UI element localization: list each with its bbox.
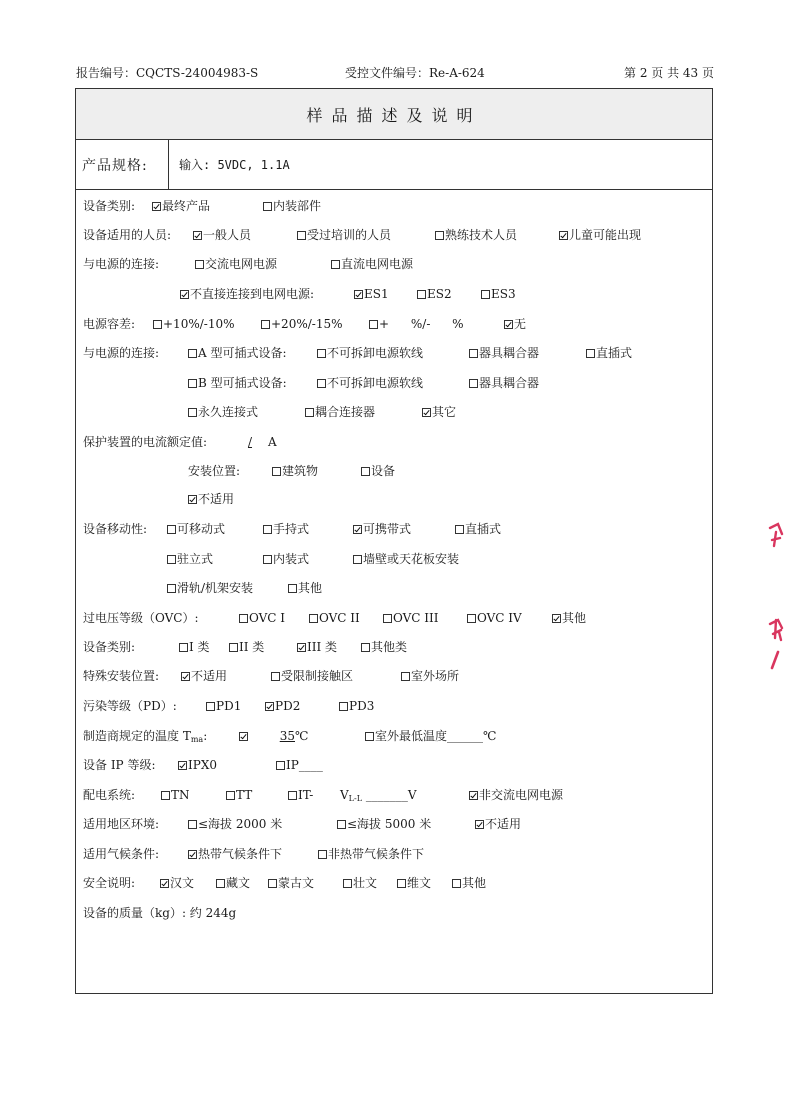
- option-label: 滑轨/机架安装: [177, 581, 254, 595]
- checkbox-checked[interactable]: [297, 643, 306, 652]
- checkbox-unchecked[interactable]: [452, 879, 461, 888]
- option-label: 最终产品: [162, 199, 211, 213]
- option-label: 不适用: [198, 492, 235, 506]
- option-label: 可移动式: [177, 522, 226, 536]
- blank-field: ______: [447, 729, 484, 743]
- option-tol-none[interactable]: [504, 315, 526, 333]
- vll-field: [340, 786, 417, 808]
- checkbox-unchecked[interactable]: [188, 408, 197, 417]
- option-label: PD1: [216, 699, 242, 713]
- row-label: 设备移动性:: [83, 522, 148, 536]
- checkbox-unchecked[interactable]: [353, 555, 362, 564]
- option-label: 直流电网电源: [341, 257, 414, 271]
- option-label: OVC I: [249, 611, 286, 625]
- checkbox-unchecked[interactable]: [268, 879, 277, 888]
- checkbox-checked[interactable]: [188, 850, 197, 859]
- option-label: 不适用: [191, 669, 228, 683]
- option-label: TN: [171, 788, 190, 802]
- rating-unit: A: [268, 435, 277, 449]
- option-ovc-other[interactable]: [552, 609, 586, 627]
- option-label: ES1: [364, 287, 389, 301]
- option-a-non-detachable-cord[interactable]: [317, 344, 423, 362]
- option-non-tropical[interactable]: [318, 845, 424, 863]
- option-a-direct-plug[interactable]: [586, 344, 632, 362]
- option-label: 受过培训的人员: [307, 228, 392, 242]
- checkbox-unchecked[interactable]: [263, 202, 272, 211]
- checkbox-checked[interactable]: [354, 290, 363, 299]
- row-label: 适用气候条件:: [83, 847, 160, 861]
- row-label: 设备类别:: [83, 199, 136, 213]
- checkbox-unchecked[interactable]: [365, 732, 374, 741]
- checkbox-unchecked[interactable]: [586, 349, 595, 358]
- option-label: 可携带式: [363, 522, 412, 536]
- option-label: 耦合连接器: [315, 405, 376, 419]
- checkbox-unchecked[interactable]: [179, 643, 188, 652]
- option-wall-ceiling[interactable]: [353, 550, 459, 568]
- checkbox-unchecked[interactable]: [309, 614, 318, 623]
- option-b-appliance-coupler[interactable]: [469, 374, 539, 392]
- checkbox-unchecked[interactable]: [435, 231, 444, 240]
- option-label: 不直接连接到电网电源:: [190, 287, 315, 301]
- row-label: 配电系统:: [83, 788, 136, 802]
- option-label: 汉文: [170, 876, 195, 890]
- checkbox-unchecked[interactable]: [383, 614, 392, 623]
- temperature-value: 35: [279, 729, 295, 743]
- option-hand-held[interactable]: [263, 520, 309, 538]
- option-label: 手持式: [273, 522, 310, 536]
- option-label: 内装部件: [273, 199, 322, 213]
- row-label: 设备类别:: [83, 640, 136, 654]
- tma-subscript: ma: [190, 735, 204, 744]
- table-title: 样品描述及说明: [76, 89, 712, 140]
- option-type-b[interactable]: [188, 374, 287, 392]
- option-mongolian[interactable]: [268, 874, 314, 892]
- checkbox-checked[interactable]: [188, 495, 197, 504]
- option-label: TT: [236, 788, 253, 802]
- option-location-na[interactable]: [188, 490, 234, 508]
- checkbox-unchecked[interactable]: [167, 525, 176, 534]
- checkbox-unchecked[interactable]: [195, 260, 204, 269]
- option-altitude-na[interactable]: [475, 815, 521, 833]
- checkbox-checked[interactable]: [422, 408, 431, 417]
- option-class-other[interactable]: [361, 638, 407, 656]
- option-altitude-5000[interactable]: [337, 815, 431, 833]
- option-class-3[interactable]: [297, 638, 337, 656]
- option-label: +20%/-15%: [271, 317, 343, 331]
- seal-stamp-edge: [764, 520, 790, 670]
- checkbox-unchecked[interactable]: [153, 320, 162, 329]
- checkbox-unchecked[interactable]: [469, 379, 478, 388]
- option-label: ≤海拔 5000 米: [347, 817, 432, 831]
- option-building[interactable]: [272, 462, 318, 480]
- checkbox-unchecked[interactable]: [288, 791, 297, 800]
- option-label: 永久连接式: [198, 405, 259, 419]
- option-pd2[interactable]: [265, 697, 300, 715]
- checkbox-unchecked[interactable]: [317, 379, 326, 388]
- controlled-doc-number: 受控文件编号：Re-A-624: [345, 66, 485, 80]
- checkbox-checked[interactable]: [180, 290, 189, 299]
- option-label: 器具耦合器: [479, 376, 540, 390]
- option-label: 其他: [562, 611, 587, 625]
- checkbox-unchecked[interactable]: [343, 879, 352, 888]
- option-label: 直插式: [596, 346, 633, 360]
- option-label: II 类: [239, 640, 265, 654]
- option-label: 蒙古文: [278, 876, 315, 890]
- checkbox-unchecked[interactable]: [318, 850, 327, 859]
- checkbox-checked[interactable]: [193, 231, 202, 240]
- option-chinese[interactable]: [160, 874, 194, 892]
- option-tol-custom[interactable]: [369, 315, 464, 333]
- checkbox-unchecked[interactable]: [401, 672, 410, 681]
- option-coupler-connector[interactable]: [305, 403, 375, 421]
- checkbox-unchecked[interactable]: [397, 879, 406, 888]
- option-transportable[interactable]: [353, 520, 411, 538]
- checkbox-unchecked[interactable]: [272, 467, 281, 476]
- option-label: A 型可插式设备:: [198, 346, 287, 360]
- checkbox-checked[interactable]: [178, 761, 187, 770]
- checkbox-checked[interactable]: [469, 791, 478, 800]
- row-label: 适用地区环境:: [83, 817, 160, 831]
- row-label: 安装位置:: [188, 464, 241, 478]
- option-uyghur[interactable]: [397, 874, 431, 892]
- checkbox-unchecked[interactable]: [361, 467, 370, 476]
- row-label: 污染等级（PD）:: [83, 699, 177, 713]
- option-label: 交流电网电源: [205, 257, 278, 271]
- option-outdoor-min-temp[interactable]: [365, 727, 496, 745]
- option-label: PD2: [275, 699, 301, 713]
- option-non-ac-mains[interactable]: [469, 786, 563, 804]
- option-instructed-person[interactable]: [297, 226, 391, 244]
- row-label: 设备的质量（kg）: 约 244g: [83, 906, 237, 920]
- option-label: 非交流电网电源: [479, 788, 564, 802]
- checkbox-unchecked[interactable]: [481, 290, 490, 299]
- temperature-unit: ℃: [295, 729, 309, 743]
- row-label: 电源容差:: [83, 317, 136, 331]
- option-children[interactable]: [559, 226, 641, 244]
- option-label: 藏文: [226, 876, 251, 890]
- option-label: 维文: [407, 876, 432, 890]
- checkbox-unchecked[interactable]: [361, 643, 370, 652]
- option-ovc-4[interactable]: [467, 609, 522, 627]
- option-ip-other[interactable]: [276, 756, 323, 774]
- row-label: 设备适用的人员:: [83, 228, 172, 242]
- option-ac-mains[interactable]: [195, 255, 277, 273]
- option-label: 热带气候条件下: [198, 847, 283, 861]
- option-label: I 类: [189, 640, 210, 654]
- vll-unit: V: [407, 788, 417, 802]
- option-es1[interactable]: [354, 285, 389, 303]
- option-es2[interactable]: [417, 285, 452, 303]
- option-ipx0[interactable]: [178, 756, 217, 774]
- checkbox-checked[interactable]: [353, 525, 362, 534]
- checkbox-unchecked[interactable]: [188, 349, 197, 358]
- checkbox-checked[interactable]: [504, 320, 513, 329]
- checkbox-unchecked[interactable]: [161, 791, 170, 800]
- row-label: 设备 IP 等级:: [83, 758, 156, 772]
- option-label: B 型可插式设备:: [198, 376, 287, 390]
- option-final-product[interactable]: [152, 197, 210, 215]
- option-label: 儿童可能出现: [569, 228, 642, 242]
- option-tol-20[interactable]: [261, 315, 343, 333]
- checkbox-checked[interactable]: [559, 231, 568, 240]
- report-number: 报告编号：CQCTS-24004983-S: [76, 66, 259, 80]
- option-direct-plug-in[interactable]: [455, 520, 501, 538]
- option-label: OVC II: [319, 611, 360, 625]
- option-other-language[interactable]: [452, 874, 486, 892]
- checkbox-checked[interactable]: [239, 732, 248, 741]
- row-label: 与电源的连接:: [83, 346, 160, 360]
- option-label: 室外场所: [411, 669, 460, 683]
- checkbox-unchecked[interactable]: [229, 643, 238, 652]
- option-label: 直插式: [465, 522, 502, 536]
- checkbox-unchecked[interactable]: [339, 702, 348, 711]
- checkbox-unchecked[interactable]: [239, 614, 248, 623]
- checkbox-unchecked[interactable]: [216, 879, 225, 888]
- temperature-checkbox[interactable]: [239, 727, 249, 745]
- checkbox-unchecked[interactable]: [188, 820, 197, 829]
- spec-label: 产品规格:: [76, 140, 169, 189]
- checkbox-unchecked[interactable]: [297, 231, 306, 240]
- checkbox-checked[interactable]: [181, 672, 190, 681]
- option-altitude-2000[interactable]: [188, 815, 282, 833]
- checkbox-checked[interactable]: [475, 820, 484, 829]
- checkbox-unchecked[interactable]: [263, 555, 272, 564]
- option-label: 室外最低温度: [375, 729, 448, 743]
- option-b-non-detachable-cord[interactable]: [317, 374, 423, 392]
- option-dc-mains[interactable]: [331, 255, 413, 273]
- option-label: 墙壁或天花板安装: [363, 552, 460, 566]
- spec-value: 输入: 5VDC, 1.1A: [179, 158, 290, 172]
- option-tt[interactable]: [226, 786, 252, 804]
- option-tn[interactable]: [161, 786, 190, 804]
- option-ovc-2[interactable]: [309, 609, 360, 627]
- option-class-1[interactable]: [179, 638, 210, 656]
- option-label: III 类: [307, 640, 338, 654]
- option-es3[interactable]: [481, 285, 516, 303]
- option-label: IT-: [298, 788, 314, 802]
- option-label: 不可拆卸电源软线: [327, 376, 424, 390]
- option-label: 壮文: [353, 876, 378, 890]
- option-label: 驻立式: [177, 552, 214, 566]
- checkbox-unchecked[interactable]: [369, 320, 378, 329]
- checkbox-unchecked[interactable]: [417, 290, 426, 299]
- checkbox-unchecked[interactable]: [305, 408, 314, 417]
- checkbox-unchecked[interactable]: [261, 320, 270, 329]
- option-restricted-access[interactable]: [271, 667, 353, 685]
- temperature-unit-2: ℃: [483, 729, 497, 743]
- option-built-in-mobility[interactable]: [263, 550, 309, 568]
- option-tol-10[interactable]: [153, 315, 235, 333]
- option-label: PD3: [349, 699, 375, 713]
- row-label: 安全说明:: [83, 876, 136, 890]
- option-type-a[interactable]: [188, 344, 287, 362]
- option-label: 不可拆卸电源软线: [327, 346, 424, 360]
- option-label: 其他: [298, 581, 323, 595]
- option-label: 建筑物: [282, 464, 319, 478]
- row-label: 与电源的连接:: [83, 257, 160, 271]
- vll-subscript: L-L: [348, 794, 362, 803]
- sample-description-table: [75, 88, 713, 994]
- option-label: 器具耦合器: [479, 346, 540, 360]
- option-not-mains[interactable]: [180, 285, 314, 303]
- option-permanent[interactable]: [188, 403, 258, 421]
- option-outdoor[interactable]: [401, 667, 459, 685]
- option-label: 其他: [462, 876, 487, 890]
- option-label: 一般人员: [203, 228, 252, 242]
- option-label: + %/- %: [379, 317, 464, 331]
- checkbox-unchecked[interactable]: [317, 349, 326, 358]
- checkbox-unchecked[interactable]: [469, 349, 478, 358]
- option-pd1[interactable]: [206, 697, 241, 715]
- option-label: 熟练技术人员: [445, 228, 518, 242]
- checkbox-checked[interactable]: [160, 879, 169, 888]
- checkbox-unchecked[interactable]: [226, 791, 235, 800]
- spec-row: [76, 140, 712, 190]
- checkbox-checked[interactable]: [265, 702, 274, 711]
- option-rack-mounted[interactable]: [167, 579, 253, 597]
- option-tropical[interactable]: [188, 845, 282, 863]
- option-ovc-3[interactable]: [383, 609, 439, 627]
- checkbox-unchecked[interactable]: [271, 672, 280, 681]
- option-ovc-1[interactable]: [239, 609, 285, 627]
- option-label: 内装式: [273, 552, 310, 566]
- option-skilled-person[interactable]: [435, 226, 517, 244]
- page-indicator: 第 2 页 共 43 页: [624, 66, 714, 80]
- row-label: 保护装置的电流额定值:: [83, 435, 208, 449]
- checkbox-unchecked[interactable]: [276, 761, 285, 770]
- option-label: 无: [514, 317, 527, 331]
- option-equipment[interactable]: [361, 462, 395, 480]
- option-label: 设备: [371, 464, 396, 478]
- option-label: 不适用: [485, 817, 522, 831]
- option-it[interactable]: [288, 786, 313, 804]
- option-label: +10%/-10%: [163, 317, 235, 331]
- option-built-in[interactable]: [263, 197, 321, 215]
- checkbox-unchecked[interactable]: [288, 584, 297, 593]
- checkbox-unchecked[interactable]: [188, 379, 197, 388]
- option-label: OVC III: [393, 611, 439, 625]
- option-a-appliance-coupler[interactable]: [469, 344, 539, 362]
- option-pd3[interactable]: [339, 697, 374, 715]
- option-class-2[interactable]: [229, 638, 264, 656]
- checkbox-unchecked[interactable]: [167, 555, 176, 564]
- row-label: 过电压等级（OVC）:: [83, 611, 199, 625]
- checkbox-unchecked[interactable]: [331, 260, 340, 269]
- checkbox-checked[interactable]: [552, 614, 561, 623]
- option-special-na[interactable]: [181, 667, 227, 685]
- checkbox-unchecked[interactable]: [206, 702, 215, 711]
- checkbox-unchecked[interactable]: [337, 820, 346, 829]
- vll-label: V: [340, 788, 349, 802]
- option-label: 非热带气候条件下: [328, 847, 425, 861]
- option-label: ES3: [491, 287, 516, 301]
- checkbox-unchecked[interactable]: [467, 614, 476, 623]
- checkbox-unchecked[interactable]: [263, 525, 272, 534]
- option-other-mobility[interactable]: [288, 579, 322, 597]
- rating-value: /: [247, 435, 253, 449]
- option-stationary[interactable]: [167, 550, 213, 568]
- option-movable[interactable]: [167, 520, 225, 538]
- checkbox-unchecked[interactable]: [455, 525, 464, 534]
- option-label: ES2: [427, 287, 452, 301]
- option-other-connection[interactable]: [422, 403, 456, 421]
- option-label: 其他类: [371, 640, 408, 654]
- option-label: 受限制接触区: [281, 669, 354, 683]
- option-zhuang[interactable]: [343, 874, 377, 892]
- option-label: OVC IV: [477, 611, 522, 625]
- blank-field: _______: [365, 788, 408, 802]
- row-label-text: 制造商规定的温度 T: [83, 729, 191, 743]
- option-label: IP: [286, 758, 299, 772]
- row-label: [83, 727, 207, 749]
- checkbox-unchecked[interactable]: [167, 584, 176, 593]
- checkbox-checked[interactable]: [152, 202, 161, 211]
- option-label: IPX0: [188, 758, 217, 772]
- row-label-colon: :: [203, 729, 208, 743]
- option-label: ≤海拔 2000 米: [198, 817, 283, 831]
- row-label: 特殊安装位置:: [83, 669, 160, 683]
- option-label: 其它: [432, 405, 457, 419]
- option-tibetan[interactable]: [216, 874, 250, 892]
- blank-field: ____: [298, 758, 323, 772]
- option-ordinary-person[interactable]: [193, 226, 251, 244]
